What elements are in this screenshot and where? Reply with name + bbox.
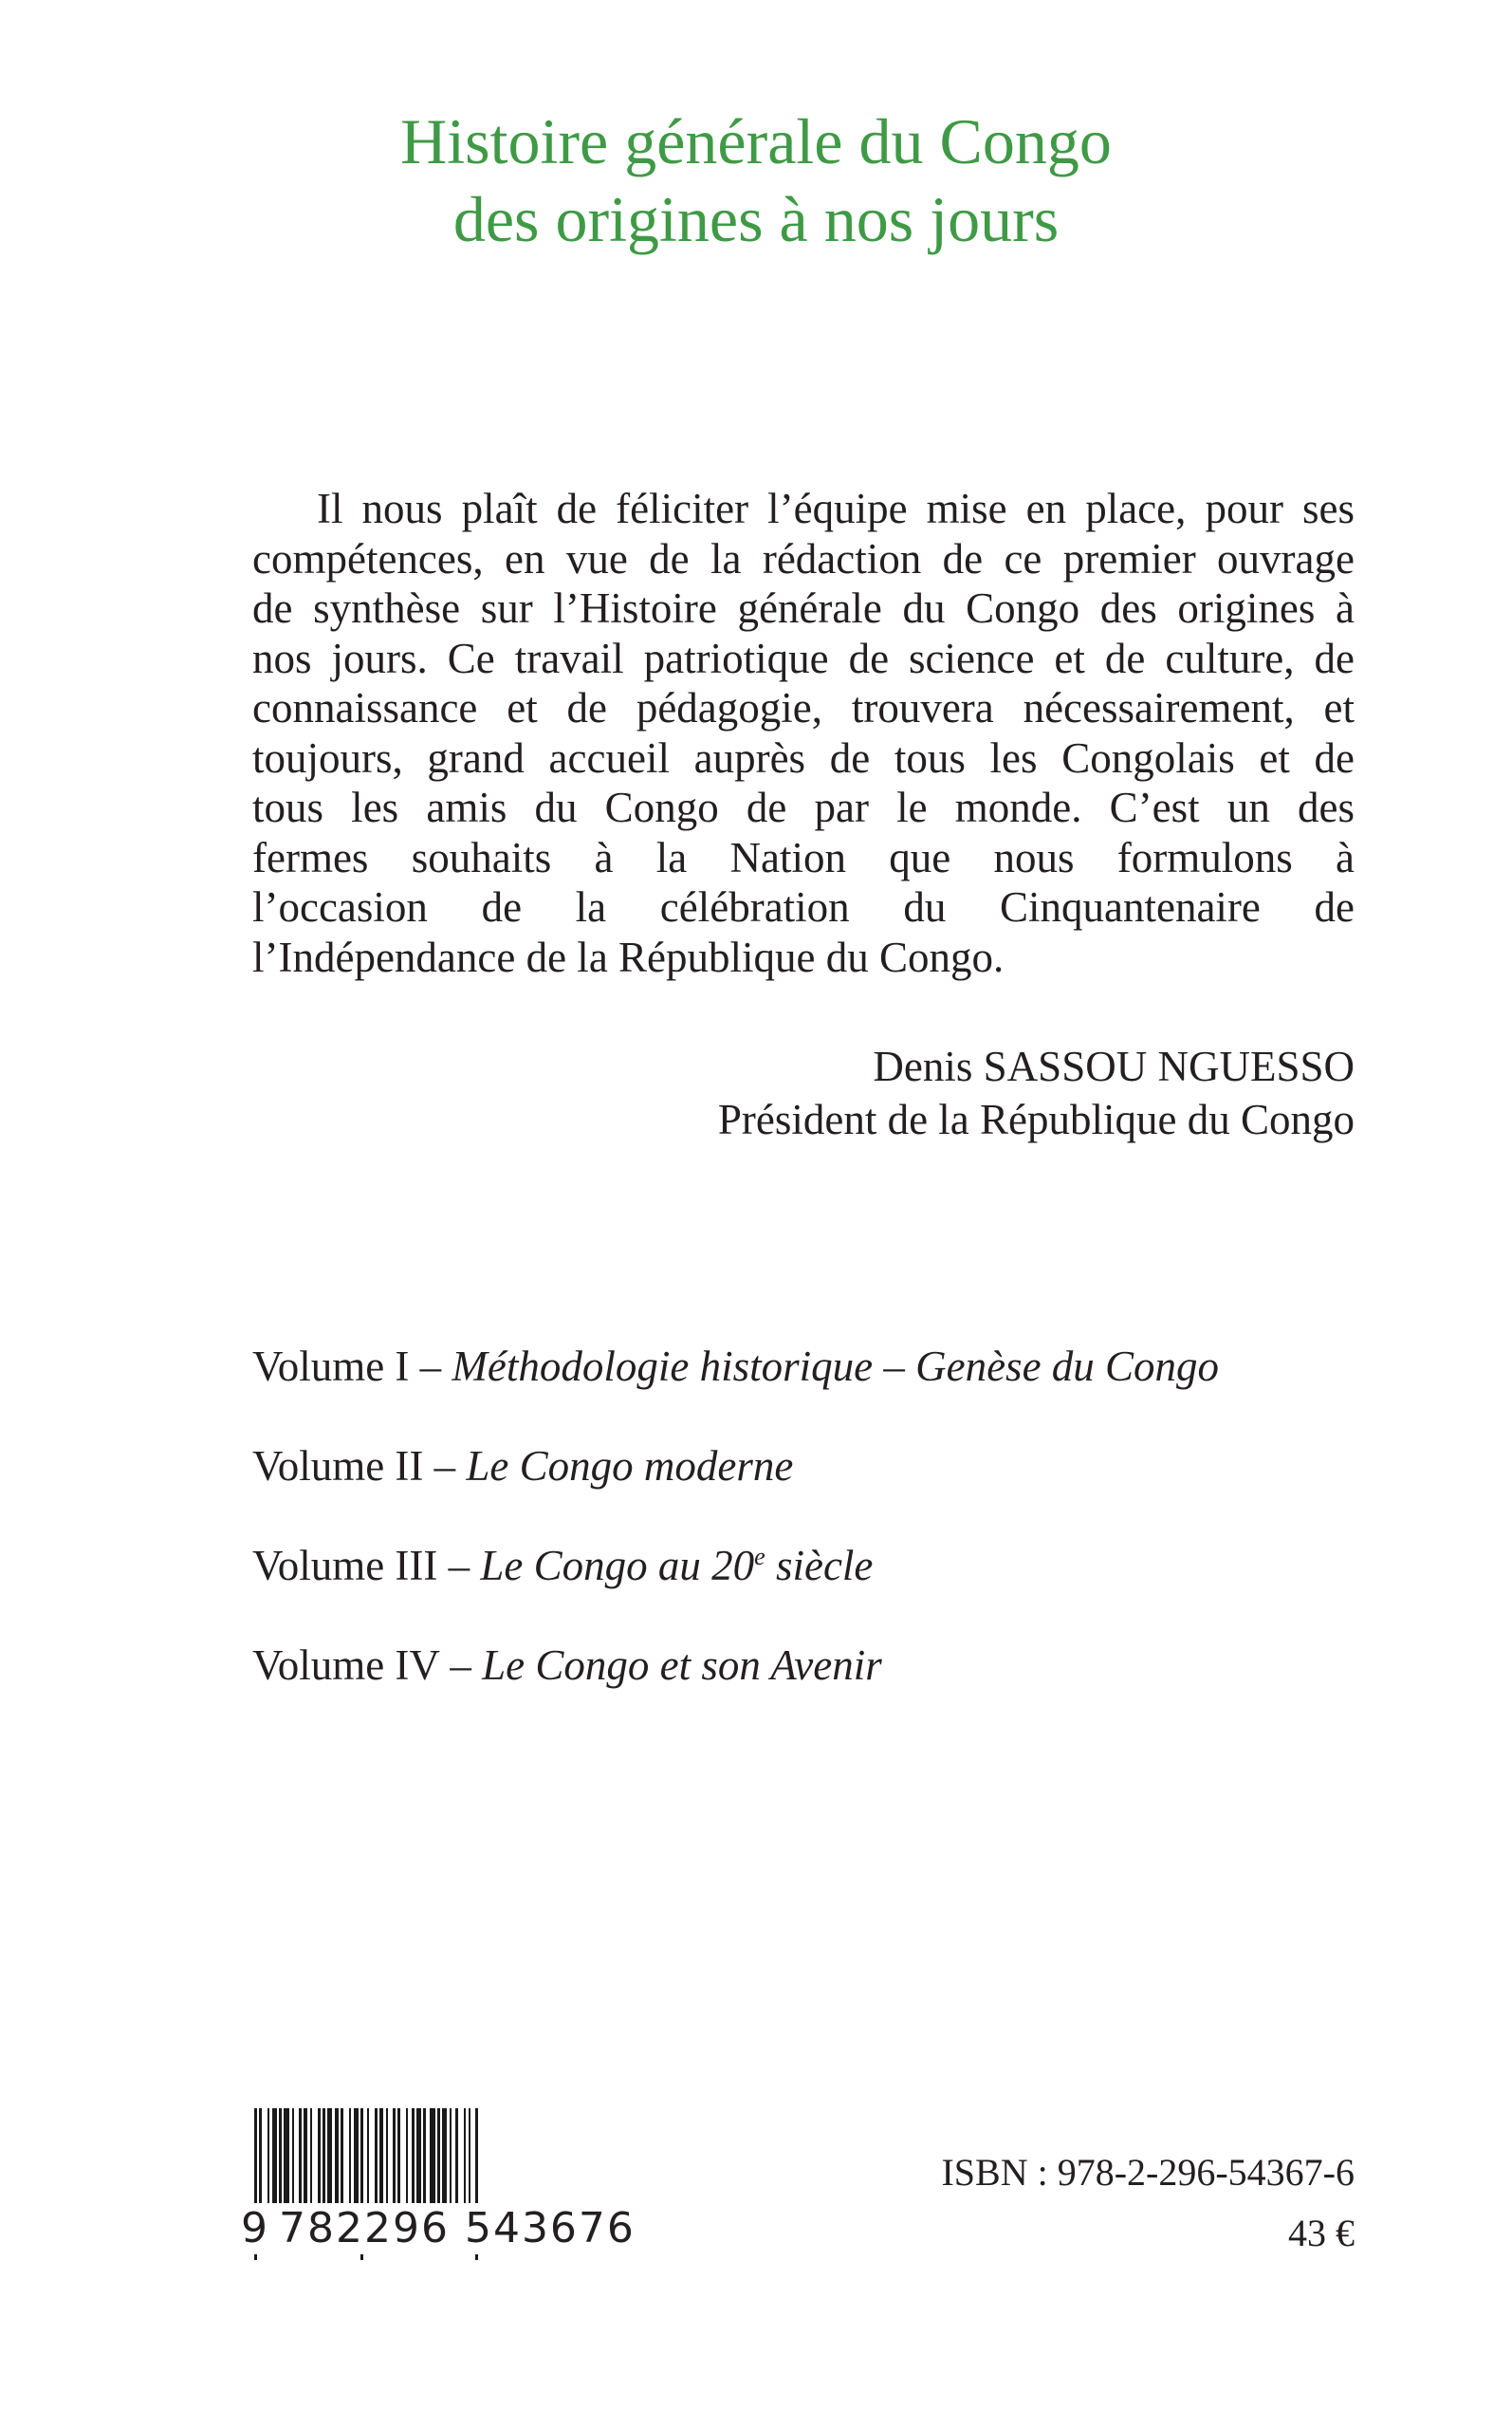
isbn: ISBN : 978-2-296-54367-6: [941, 2151, 1355, 2194]
barcode-bar: [259, 2108, 262, 2203]
barcode-bar: [354, 2108, 359, 2203]
barcode-bar: [284, 2108, 289, 2203]
barcode-bar: [299, 2108, 302, 2203]
volume-label: Volume III –: [252, 1542, 481, 1589]
volume-label: Volume IV –: [252, 1641, 483, 1689]
barcode-bar: [430, 2108, 435, 2203]
barcode-bar: [416, 2108, 421, 2203]
barcode-bar: [469, 2108, 470, 2203]
volume-item: [252, 1340, 1219, 1393]
barcode-bar: [393, 2108, 396, 2203]
quote-line: connaissance et de pédagogie, trouvera nécessairement, et: [252, 684, 1355, 732]
barcode-bar: [442, 2108, 447, 2203]
barcode-bar: [267, 2108, 269, 2203]
quote-line: de synthèse sur l’Histoire générale du Congo des origines à: [252, 584, 1355, 632]
signature-block: [0, 1040, 1355, 1146]
volume-label: Volume II –: [252, 1442, 467, 1490]
volume-item: [252, 1539, 1219, 1592]
barcode-bar: [367, 2108, 369, 2203]
signature-name: Denis SASSOU NGUESSO: [873, 1043, 1355, 1090]
barcode-bar: [318, 2108, 321, 2203]
quote-line: Il nous plaît de féliciter l’équipe mise en place, pour ses: [317, 485, 1355, 532]
barcode-bar: [272, 2108, 277, 2203]
barcode-bar: [386, 2108, 388, 2203]
barcode-bar: [335, 2108, 339, 2203]
barcode-bar: [349, 2108, 351, 2203]
signature-role: Président de la République du Congo: [717, 1096, 1355, 1143]
barcode-bar: [397, 2108, 400, 2203]
quote-line: l’occasion de la célébration du Cinquantenaire de: [252, 883, 1355, 931]
book-title-line-2: des origines à nos jours: [452, 183, 1060, 255]
volume-title-part: siècle: [765, 1542, 874, 1589]
barcode-bar: [379, 2108, 383, 2203]
barcode-digits: [241, 2203, 639, 2254]
barcode-bar: [464, 2108, 466, 2203]
barcode-number: 782296 543676: [279, 2204, 636, 2252]
volume-item: [252, 1439, 1219, 1492]
volume-title-part: Le Congo au 20: [480, 1542, 755, 1589]
barcode-first-digit: 9: [241, 2204, 269, 2252]
volume-title: Le Congo et son Avenir: [482, 1641, 882, 1689]
quote-line: toujours, grand accueil auprès de tous les Congolais et de: [252, 733, 1355, 782]
barcode-bar: [292, 2108, 294, 2203]
barcode-bar: [327, 2108, 332, 2203]
barcode-bar: [323, 2108, 325, 2203]
barcode-bar: [341, 2108, 343, 2203]
barcode-bar: [310, 2108, 312, 2203]
barcode-bar: [375, 2108, 378, 2203]
volume-item: [252, 1639, 1219, 1692]
quote-line: nos jours. Ce travail patriotique de science et de culture, de: [252, 634, 1355, 682]
quote-line: l’Indépendance de la République du Congo.: [252, 933, 1005, 981]
quote-line: compétences, en vue de la rédaction de ce premier ouvrage: [252, 534, 1355, 583]
volume-list: [252, 1340, 1219, 1738]
volume-title: Méthodologie historique – Genèse du Congo: [452, 1343, 1220, 1390]
volume-label: Volume I –: [252, 1343, 452, 1390]
barcode-bar: [450, 2108, 452, 2203]
quote-paragraph: [252, 484, 1355, 982]
barcode-bar: [455, 2108, 458, 2203]
book-title-line-1: Histoire générale du Congo: [400, 105, 1112, 177]
barcode-bar: [423, 2108, 426, 2203]
barcode-bar: [437, 2108, 440, 2203]
volume-title: [480, 1542, 873, 1589]
book-title: [0, 102, 1512, 258]
barcode-bar: [279, 2108, 282, 2203]
barcode-bar: [412, 2108, 415, 2203]
volume-title-superscript: e: [754, 1543, 765, 1570]
volume-title: Le Congo moderne: [466, 1442, 794, 1490]
quote-line: fermes souhaits à la Nation que nous formulons à: [252, 833, 1355, 881]
quote-line: tous les amis du Congo de par le monde. C’est un des: [252, 784, 1355, 831]
barcode-bar: [304, 2108, 307, 2203]
price: 43 €: [1288, 2212, 1355, 2254]
barcode-bar: [406, 2108, 408, 2203]
